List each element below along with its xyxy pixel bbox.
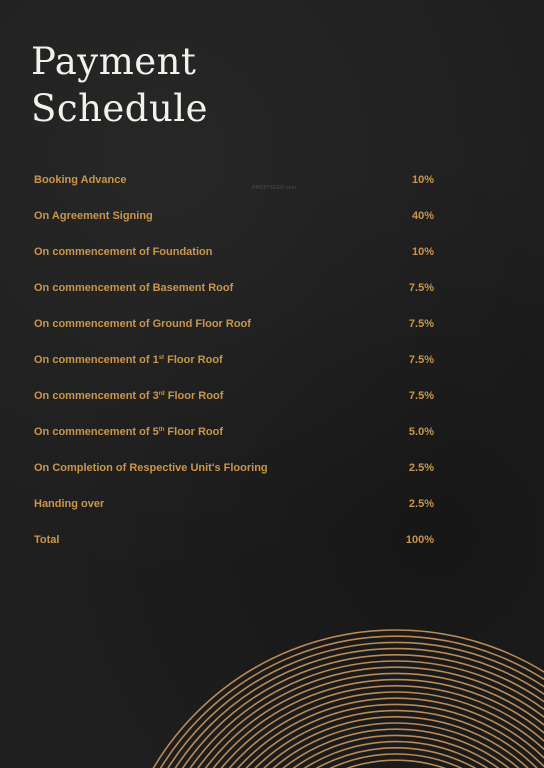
label-text: Floor Roof [164,390,224,402]
schedule-label: On Agreement Signing [34,210,153,222]
schedule-total-label: Total [34,534,60,546]
schedule-label: On commencement of Foundation [34,246,213,258]
schedule-value: 40% [411,210,434,222]
schedule-value: 10% [411,246,434,258]
label-text: Floor Roof [164,426,224,438]
schedule-value: 7.5% [408,282,434,294]
ordinal-suffix: st [158,355,165,361]
schedule-value: 2.5% [408,498,434,510]
label-text: Floor Roof [164,354,223,366]
schedule-value: 7.5% [408,354,434,366]
schedule-total-value: 100% [405,534,434,546]
schedule-value: 7.5% [408,390,434,402]
title-line-1: Payment [31,40,197,83]
schedule-value: 7.5% [408,318,434,330]
label-text: On commencement of 3 [34,390,159,402]
schedule-label: On commencement of Basement Roof [34,282,234,294]
ordinal-suffix: th [158,427,165,433]
schedule-label: On Completion of Respective Unit's Flooring [34,462,268,474]
arc-line [232,748,544,768]
label-text: On commencement of 5 [34,426,159,438]
title-line-2: Schedule [31,87,209,130]
watermark-text: PROPTIGER.com [252,185,297,191]
schedule-value: 5.0% [408,426,434,438]
schedule-label: On commencement of Ground Floor Roof [34,318,251,330]
schedule-value: 2.5% [408,462,434,474]
schedule-value: 10% [411,174,434,186]
schedule-label: Booking Advance [34,174,127,186]
label-text: On commencement of 1 [34,354,159,366]
arc-lines [114,630,544,768]
ordinal-suffix: rd [158,391,165,397]
schedule-label: Handing over [34,498,105,510]
